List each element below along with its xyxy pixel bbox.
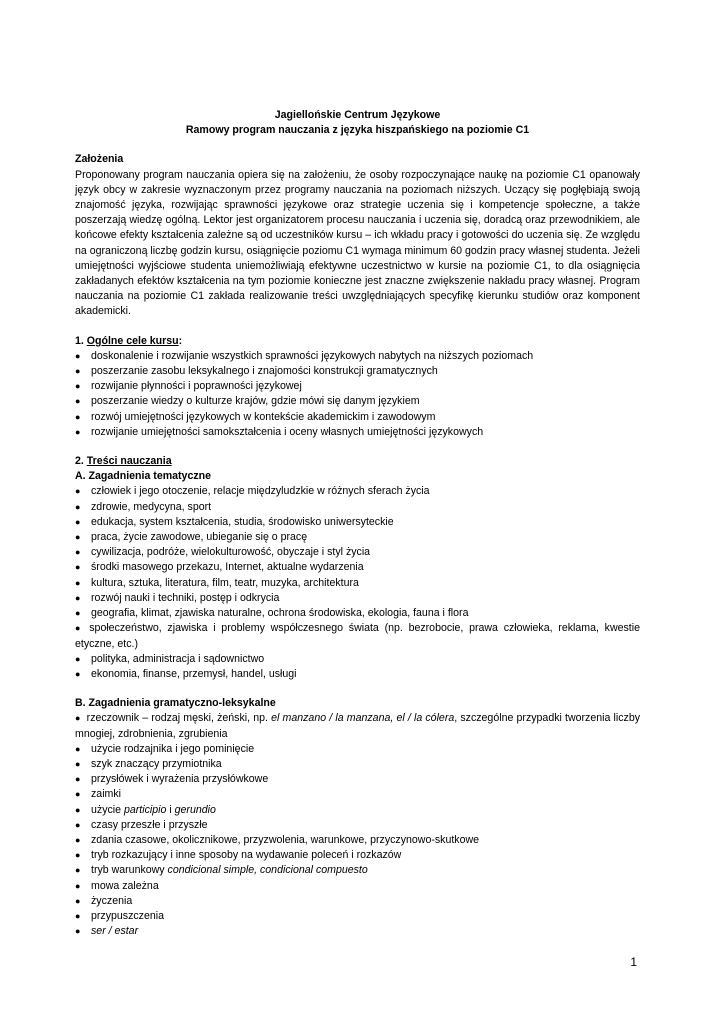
bullet-icon: ● [75,850,81,861]
list-item [75,863,640,878]
section2-title: Treści nauczania [86,455,172,468]
bullet-icon: ● [75,910,81,921]
list-item [75,349,640,364]
list-item-text: społeczeństwo, zjawiska i problemy współczesnego świata (np. bezrobocie, prawa człowieka, reklama, kwestie etyczne, etc.) [75,622,640,650]
bullet-icon: ● [75,743,81,754]
list-item-text: zdania czasowe, okolicznikowe, przyzwolenia, warunkowe, przyczynowo-skutkowe [91,833,480,846]
list-item-text: tryb rozkazujący i inne sposoby na wydawanie poleceń i rozkazów [91,849,402,862]
bullet-icon: ● [75,562,81,573]
list-item-text: rozwijanie umiejętności samokształcenia i oceny własnych umiejętności językowych [91,425,484,438]
list-item [75,530,640,545]
section2-number: 2. [75,455,84,468]
list-item [75,652,640,667]
page-number: 1 [630,955,637,969]
list-item-text: szyk znaczący przymiotnika [91,757,222,770]
bullet-icon: ● [75,426,81,437]
list-item [75,621,640,651]
list-item-text: zaimki [91,788,122,801]
assumptions-heading: Założenia [75,153,124,166]
list-item [75,848,640,863]
bullet-icon: ● [75,895,81,906]
section1-number: 1. [75,334,84,347]
section1-list [75,349,640,440]
section1-colon: : [178,334,183,347]
list-item-text: ekonomia, finanse, przemysł, handel, usługi [91,667,297,680]
list-item [75,484,640,499]
list-item-text: tryb warunkowy [91,864,168,877]
bullet-icon: ● [75,758,81,769]
list-item [75,833,640,848]
institution-title: Jagiellońskie Centrum Językowe [274,109,441,121]
list-item-text: praca, życie zawodowe, ubieganie się o pracę [91,531,308,544]
list-item [75,606,640,621]
list-item [75,425,640,440]
list-item-text: , szczególne przypadki tworzenia liczby mnogiej, zdrobnienia, zgrubienia [75,712,641,740]
list-item-italic: el manzano / la manzana, el / la cólera [271,712,455,725]
bullet-icon: ● [75,396,81,407]
bullet-icon: ● [75,547,81,558]
list-item-text: poszerzanie wiedzy o kulturze krajów, gdzie mówi się danym językiem [91,395,420,408]
list-item [75,515,640,530]
list-item [75,879,640,894]
list-item-text: rzeczownik – rodzaj męski, żeński, np. [86,712,272,725]
bullet-icon: ● [75,834,81,845]
list-item [75,742,640,757]
program-title: Ramowy program nauczania z języka hiszpańskiego na poziomie C1 [185,124,530,137]
bullet-icon: ● [75,577,81,588]
subsection-b-list [75,711,640,939]
bullet-icon: ● [75,713,81,724]
list-item [75,924,640,939]
list-item-text: użycie rodzajnika i jego pominięcie [91,742,255,755]
list-item [75,757,640,772]
bullet-icon: ● [75,366,81,377]
list-item-text: rozwój umiejętności językowych w kontekście akademickim i zawodowym [91,410,436,423]
list-item [75,545,640,560]
list-item-text: cywilizacja, podróże, wielokulturowość, obyczaje i styl życia [91,546,371,559]
list-item-text: i [166,803,175,816]
list-item [75,894,640,909]
bullet-icon: ● [75,774,81,785]
subsection-a-heading: A. Zagadnienia tematyczne [75,470,211,483]
list-item [75,909,640,924]
bullet-icon: ● [75,592,81,603]
list-item-text: środki masowego przekazu, Internet, aktualne wydarzenia [91,561,364,574]
bullet-icon: ● [75,804,81,815]
list-item-italic: ser / estar [91,925,139,938]
list-item-text: mowa zależna [91,879,159,892]
bullet-icon: ● [75,653,81,664]
list-item [75,818,640,833]
list-item-text: przysłówek i wyrażenia przysłówkowe [91,773,269,786]
subsection-a-list [75,484,640,682]
bullet-icon: ● [75,865,81,876]
bullet-icon: ● [75,411,81,422]
list-item-text: rozwijanie płynności i poprawności językowej [91,380,302,393]
list-item-text: geografia, klimat, zjawiska naturalne, ochrona środowiska, ekologia, fauna i flora [91,607,469,620]
list-item [75,772,640,787]
document-page [75,108,640,939]
bullet-icon: ● [75,381,81,392]
assumptions-text: Proponowany program nauczania opiera się na założeniu, że osoby rozpoczynające naukę na poziomie C1 opanowały język obcy w zakresie wyznaczonym przez programy nauczania na poziomach niższych. Uczący się pogłębiają swoją znajomość języka, rozwijając sprawności językowe oraz strategie uczenia się i kompetencje społeczne, a także poszerzają wiedzę ogólną. Lektor jest organizatorem procesu nauczania i uczenia się, doradcą oraz przewodnikiem, ale końcowe efekty kształcenia zależne są od uczestników kursu – ich wkładu pracy i gotowości do uczenia się. Ze względu na ograniczoną liczbę godzin kursu, osiągnięcie poziomu C1 wymaga minimum 60 godzin pracy własnej studenta. Jeżeli umiejętności wyjściowe studenta uniemożliwiają efektywne uczestnictwo w kursie na poziomie C1, to dla osiągnięcia zakładanych efektów kształcenia na tym poziomie konieczne jest znaczne zwiększenie nakładu pracy własnej. Program nauczania na poziomie C1 zakłada realizowanie treści uwzględniających specyfikę kierunku studiów oraz komponent akademicki. [75,168,640,318]
section2-heading [75,454,640,469]
list-item [75,667,640,682]
section1-heading [75,334,640,349]
list-item-text: czasy przeszłe i przyszłe [91,818,208,831]
bullet-icon: ● [75,532,81,543]
list-item [75,711,640,741]
bullet-icon: ● [75,668,81,679]
list-item [75,803,640,818]
bullet-icon: ● [75,926,81,937]
list-item-text: użycie [91,803,124,816]
list-item-text: edukacja, system kształcenia, studia, środowisko uniwersyteckie [91,515,394,528]
list-item-text: kultura, sztuka, literatura, film, teatr, muzyka, architektura [91,576,359,589]
list-item-text: życzenia [91,894,133,907]
list-item [75,591,640,606]
list-item [75,560,640,575]
list-item-italic: gerundio [174,803,216,816]
list-item-text: przypuszczenia [91,909,165,922]
list-item-text: rozwój nauki i techniki, postęp i odkrycia [91,591,280,604]
bullet-icon: ● [75,501,81,512]
bullet-icon: ● [75,486,81,497]
list-item [75,787,640,802]
list-item [75,500,640,515]
list-item [75,576,640,591]
list-item-text: zdrowie, medycyna, sport [91,500,212,513]
list-item [75,410,640,425]
bullet-icon: ● [75,350,81,361]
bullet-icon: ● [75,880,81,891]
list-item-italic: condicional simple, condicional compuesto [167,864,368,877]
list-item-text: człowiek i jego otoczenie, relacje międzyludzkie w różnych sferach życia [91,485,430,498]
list-item-italic: participio [123,803,167,816]
list-item-text: poszerzanie zasobu leksykalnego i znajomości konstrukcji gramatycznych [91,365,438,378]
list-item [75,364,640,379]
bullet-icon: ● [75,789,81,800]
bullet-icon: ● [75,608,81,619]
section1-title: Ogólne cele kursu [86,334,179,347]
subsection-b-heading: B. Zagadnienia gramatyczno-leksykalne [75,697,276,710]
bullet-icon: ● [75,623,84,634]
bullet-icon: ● [75,516,81,527]
list-item-text: doskonalenie i rozwijanie wszystkich sprawności językowych nabytych na niższych poziomach [91,349,534,362]
bullet-icon: ● [75,819,81,830]
list-item [75,394,640,409]
list-item-text: polityka, administracja i sądownictwo [91,652,265,665]
list-item [75,379,640,394]
